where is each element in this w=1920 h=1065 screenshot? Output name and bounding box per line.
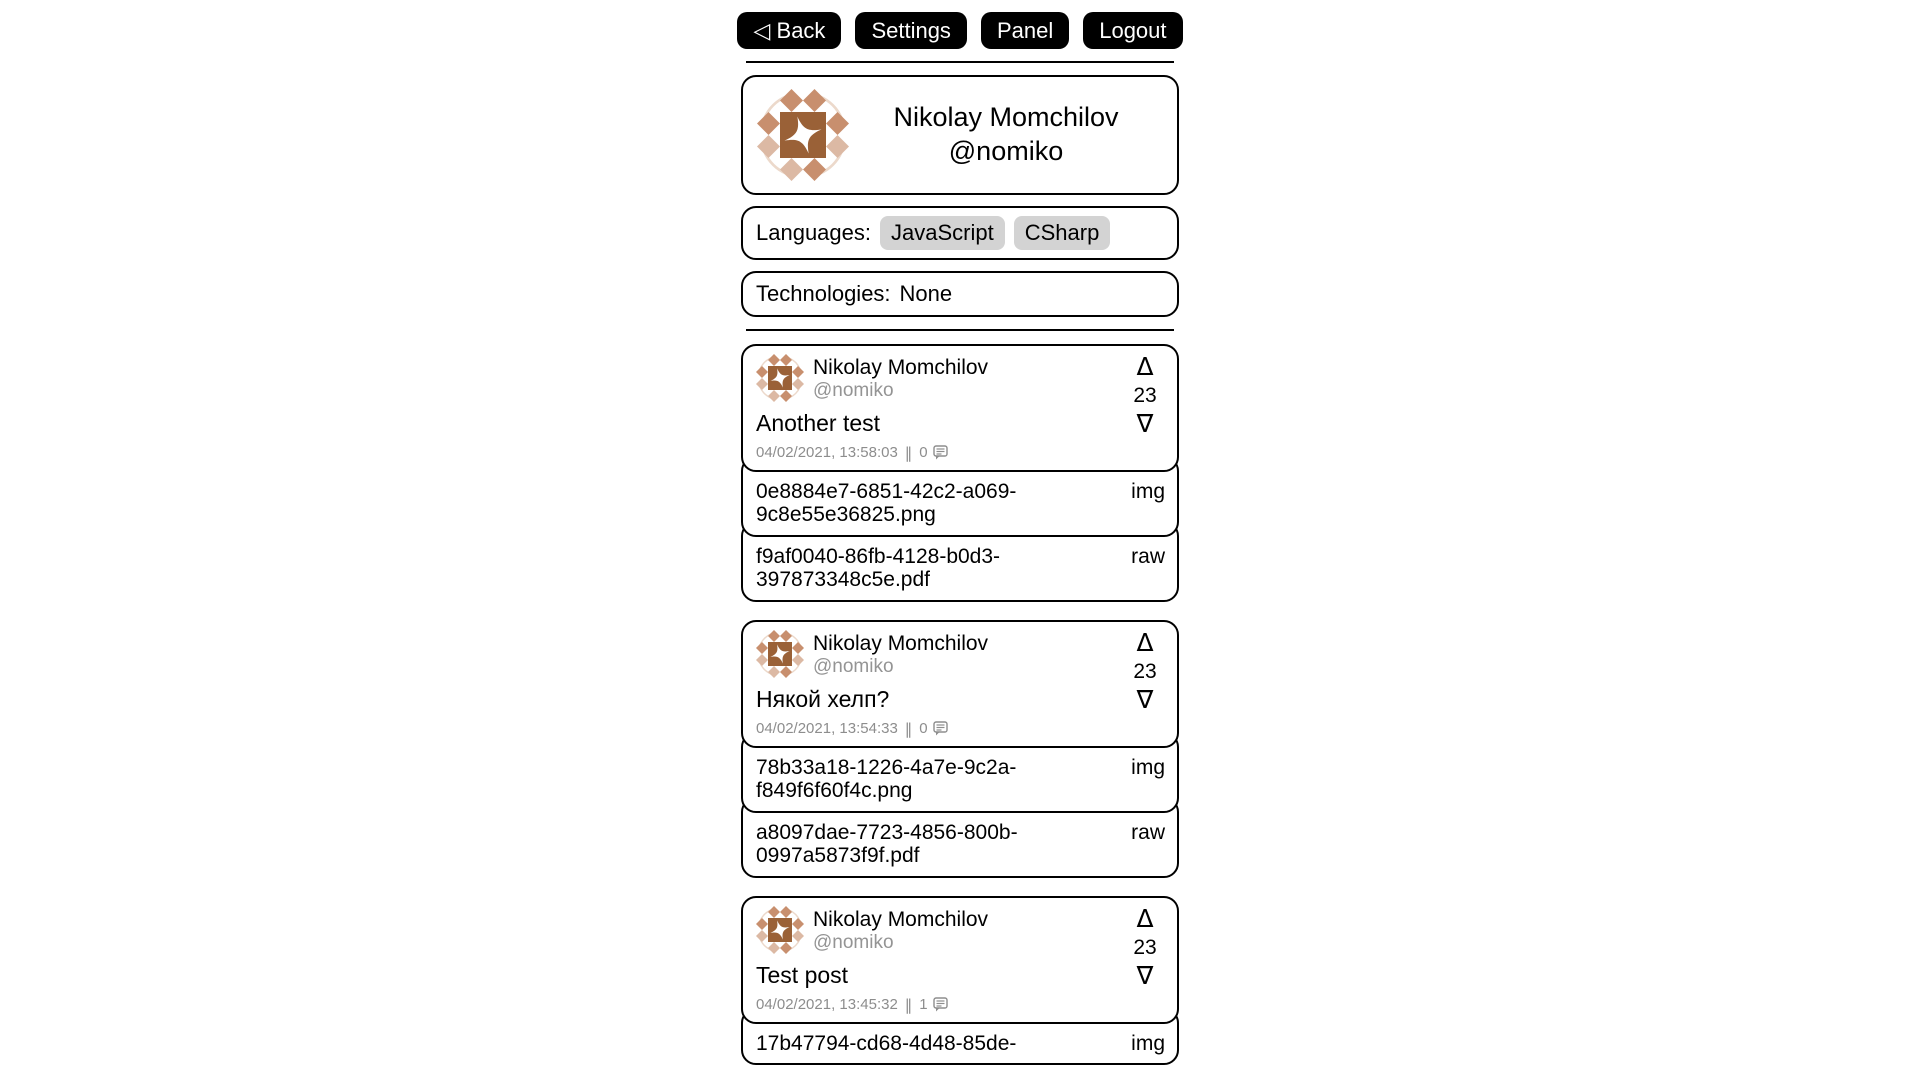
attachment-filename: 0e8884e7-6851-42c2-a069-9c8e55e36825.png bbox=[756, 479, 1017, 527]
meta-separator: ‖ bbox=[904, 719, 913, 738]
vote-count: 23 bbox=[1133, 659, 1157, 683]
language-tag-javascript: JavaScript bbox=[880, 216, 1005, 250]
attachment-type-badge: img bbox=[1131, 755, 1165, 779]
vote-count: 23 bbox=[1133, 383, 1157, 407]
settings-button[interactable]: Settings bbox=[855, 12, 967, 49]
back-button[interactable]: ◁ Back bbox=[737, 12, 841, 49]
post-author-identicon-avatar bbox=[756, 906, 804, 954]
post-title: Test post bbox=[756, 961, 849, 988]
attachment-type-badge: img bbox=[1131, 1031, 1165, 1055]
post-author-handle: @nomiko bbox=[813, 380, 894, 402]
comment-bubble-icon bbox=[933, 997, 948, 1012]
downvote-button[interactable]: ∇ bbox=[1136, 684, 1154, 714]
divider bbox=[746, 61, 1174, 63]
comment-bubble-icon bbox=[933, 721, 948, 736]
technologies-value: None bbox=[899, 281, 953, 306]
post-author-name: Nikolay Momchilov bbox=[813, 356, 989, 379]
post-group bbox=[741, 620, 1179, 878]
meta-separator: ‖ bbox=[904, 443, 913, 462]
attachment-type-badge: raw bbox=[1131, 820, 1165, 844]
post-author-identicon-avatar bbox=[756, 354, 804, 402]
profile-handle: @nomiko bbox=[948, 136, 1064, 166]
divider bbox=[746, 329, 1174, 331]
technologies-label: Technologies: bbox=[756, 281, 891, 306]
post-title: Another test bbox=[756, 409, 881, 436]
languages-card bbox=[741, 206, 1179, 260]
language-tag-csharp: CSharp bbox=[1014, 216, 1111, 250]
post-group bbox=[741, 896, 1179, 1065]
vote-count: 23 bbox=[1133, 935, 1157, 959]
profile-names bbox=[849, 101, 1163, 169]
post-author-handle: @nomiko bbox=[813, 932, 894, 954]
upvote-button[interactable]: Δ bbox=[1136, 352, 1154, 381]
vote-widget bbox=[1125, 353, 1165, 437]
post-author-identicon-avatar bbox=[756, 630, 804, 678]
upvote-button[interactable]: Δ bbox=[1136, 904, 1154, 933]
post-group bbox=[741, 344, 1179, 602]
comment-count: 0 bbox=[919, 720, 928, 738]
languages-label: Languages: bbox=[756, 220, 871, 245]
post-timestamp: 04/02/2021, 13:54:33 bbox=[756, 720, 898, 738]
comment-count: 1 bbox=[919, 996, 928, 1014]
post-header bbox=[756, 354, 1165, 403]
post-author-name: Nikolay Momchilov bbox=[813, 908, 989, 931]
comment-bubble-icon bbox=[933, 445, 948, 460]
post-meta bbox=[756, 720, 1165, 740]
vote-widget bbox=[1125, 905, 1165, 989]
downvote-button[interactable]: ∇ bbox=[1136, 960, 1154, 990]
post-author-name: Nikolay Momchilov bbox=[813, 632, 989, 655]
upvote-button[interactable]: Δ bbox=[1136, 628, 1154, 657]
downvote-button[interactable]: ∇ bbox=[1136, 408, 1154, 438]
vote-widget bbox=[1125, 629, 1165, 713]
profile-card bbox=[741, 75, 1179, 195]
main-column bbox=[741, 0, 1179, 1065]
comment-count: 0 bbox=[919, 444, 928, 462]
post-title: Някой хелп? bbox=[756, 685, 890, 712]
post-meta bbox=[756, 444, 1165, 464]
post-author-block bbox=[813, 906, 988, 955]
profile-name: Nikolay Momchilov bbox=[893, 102, 1119, 133]
post-meta bbox=[756, 996, 1165, 1016]
post-header bbox=[756, 906, 1165, 955]
post-author-handle: @nomiko bbox=[813, 656, 894, 678]
attachment-filename: 17b47794-cd68-4d48-85de- bbox=[756, 1031, 1017, 1055]
attachment-filename: a8097dae-7723-4856-800b-0997a5873f9f.pdf bbox=[756, 820, 1018, 868]
meta-separator: ‖ bbox=[904, 995, 913, 1014]
post-header bbox=[756, 630, 1165, 679]
post-card bbox=[741, 344, 1179, 472]
post-timestamp: 04/02/2021, 13:58:03 bbox=[756, 444, 898, 462]
logout-button[interactable]: Logout bbox=[1083, 12, 1182, 49]
post-card bbox=[741, 620, 1179, 748]
post-author-block bbox=[813, 354, 988, 403]
profile-identicon-avatar bbox=[757, 89, 849, 181]
post-author-block bbox=[813, 630, 988, 679]
attachment-filename: 78b33a18-1226-4a7e-9c2a-f849f6f60f4c.png bbox=[756, 755, 1017, 803]
attachment-type-badge: raw bbox=[1131, 544, 1165, 568]
attachment-type-badge: img bbox=[1131, 479, 1165, 503]
attachment-filename: f9af0040-86fb-4128-b0d3-397873348c5e.pdf bbox=[756, 544, 1001, 592]
panel-button[interactable]: Panel bbox=[981, 12, 1069, 49]
technologies-card bbox=[741, 271, 1179, 317]
post-timestamp: 04/02/2021, 13:45:32 bbox=[756, 996, 898, 1014]
post-card bbox=[741, 896, 1179, 1024]
toolbar bbox=[741, 0, 1179, 49]
